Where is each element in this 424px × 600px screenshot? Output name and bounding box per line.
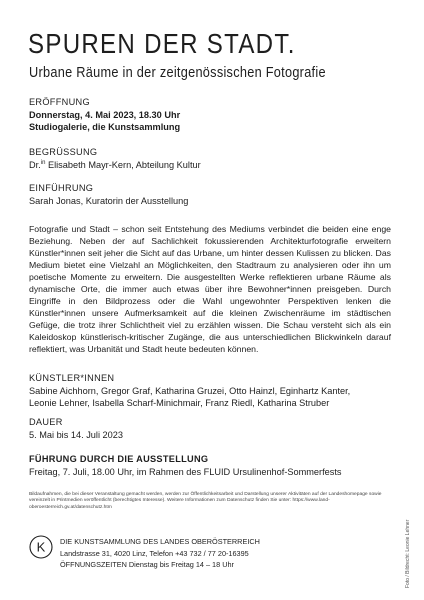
kunstsammlung-logo — [29, 535, 53, 559]
duration-value: 5. Mai bis 14. Juli 2023 — [29, 429, 123, 440]
opening-section — [29, 96, 180, 134]
artists-section — [29, 372, 399, 410]
opening-date: Donnerstag, 4. Mai 2023, 18.30 Uhr — [29, 109, 181, 120]
tour-section — [29, 453, 342, 478]
introduction-section — [29, 182, 188, 207]
artists-line-1: Sabine Aichhorn, Gregor Graf, Katharina Gruzei, Otto Hainzl, Eginhartz Kanter, — [29, 385, 351, 396]
welcome-section — [29, 146, 201, 171]
duration-heading: DAUER — [29, 417, 63, 427]
body-paragraph: Fotografie und Stadt – schon seit Entstehung des Mediums verbindet die beiden eine enge Beziehung. Neben der auf Sachlichkeit fokussierenden Architekturfotografie erweitern Künstler*innen seit jeher die Sicht auf das Urbane, um hinter dessen Kulissen zu blicken. Das Medium bietet eine Vielzahl an Möglichkeiten, den Stadtraum zu analysieren oder ihn um poetische Momente zu erweitern. Die ausgestellten Werke reflektieren urbane Räume als dynamische Orte, die immer auch etwas über ihre Bewohner*innen preisgeben. Durch Eingriffe in den Bildprozess oder die Wahl ungewohnter Perspektiven lenken die Künstler*innen unsere Aufmerksamkeit auf die kleinen Zwischenräume im städtischen Gefüge, die trotz ihrer Schlichtheit viel zu erzählen wissen. Die Schau versteht sich als ein Kaleidoskop künstlerisch-kritischer Zugänge, die aus unterschiedlichen Blickwinkeln darauf reflektiert, was Urbanität und Stadt heute bedeuten können. — [29, 224, 391, 355]
opening-place: Studiogalerie, die Kunstsammlung — [29, 122, 181, 132]
page-subtitle: Urbane Räume in der zeitgenössischen Fotografie — [29, 65, 326, 81]
tour-value: Freitag, 7. Juli, 18.00 Uhr, im Rahmen des FLUID Ursulinenhof-Sommerfests — [29, 466, 342, 477]
logo-circle-icon — [29, 535, 53, 559]
logo-letter: K — [36, 539, 46, 555]
introduction-person: Sarah Jonas, Kuratorin der Ausstellung — [29, 195, 189, 206]
welcome-name: Elisabeth Mayr-Kern, Abteilung Kultur — [45, 159, 201, 170]
opening-heading: ERÖFFNUNG — [29, 97, 90, 107]
footer — [60, 536, 260, 571]
artists-line-2: Leonie Lehner, Isabella Scharf-Minichmair, Franz Riedl, Katharina Struber — [29, 398, 330, 408]
tour-heading: FÜHRUNG DURCH DIE AUSSTELLUNG — [29, 454, 209, 464]
privacy-disclaimer: Bildaufnahmen, die bei dieser Veranstaltung gemacht werden, werden zur Öffentlichkeitsarbeit und Darstellung unserer Aktivitäten auf der Landeshomepage sowie vereinzelt in Printmedien veröffentlicht (berechtigtes Interesse). Weitere Informationen zum Datenschutz finden Sie unter: https://www.land-oberoesterreich.gv.at/datenschutz.htm — [29, 492, 382, 510]
welcome-title: Dr. — [29, 159, 41, 170]
page-title: SPUREN DER STADT. — [28, 28, 296, 59]
welcome-person — [29, 159, 201, 172]
footer-hours: ÖFFNUNGSZEITEN Dienstag bis Freitag 14 – 18 Uhr — [60, 560, 234, 570]
artists-heading: KÜNSTLER*INNEN — [29, 373, 115, 383]
welcome-heading: BEGRÜSSUNG — [29, 147, 98, 157]
footer-org: DIE KUNSTSAMMLUNG DES LANDES OBERÖSTERREICH — [60, 537, 260, 546]
introduction-heading: EINFÜHRUNG — [29, 183, 94, 193]
welcome-title-sup: in — [40, 159, 46, 166]
duration-section — [29, 416, 123, 441]
photo-credit: Foto / Bildrecht: Leonie Lehner — [405, 519, 411, 588]
footer-address: Landstrasse 31, 4020 Linz, Telefon +43 732 / 77 20-16395 — [60, 548, 249, 558]
